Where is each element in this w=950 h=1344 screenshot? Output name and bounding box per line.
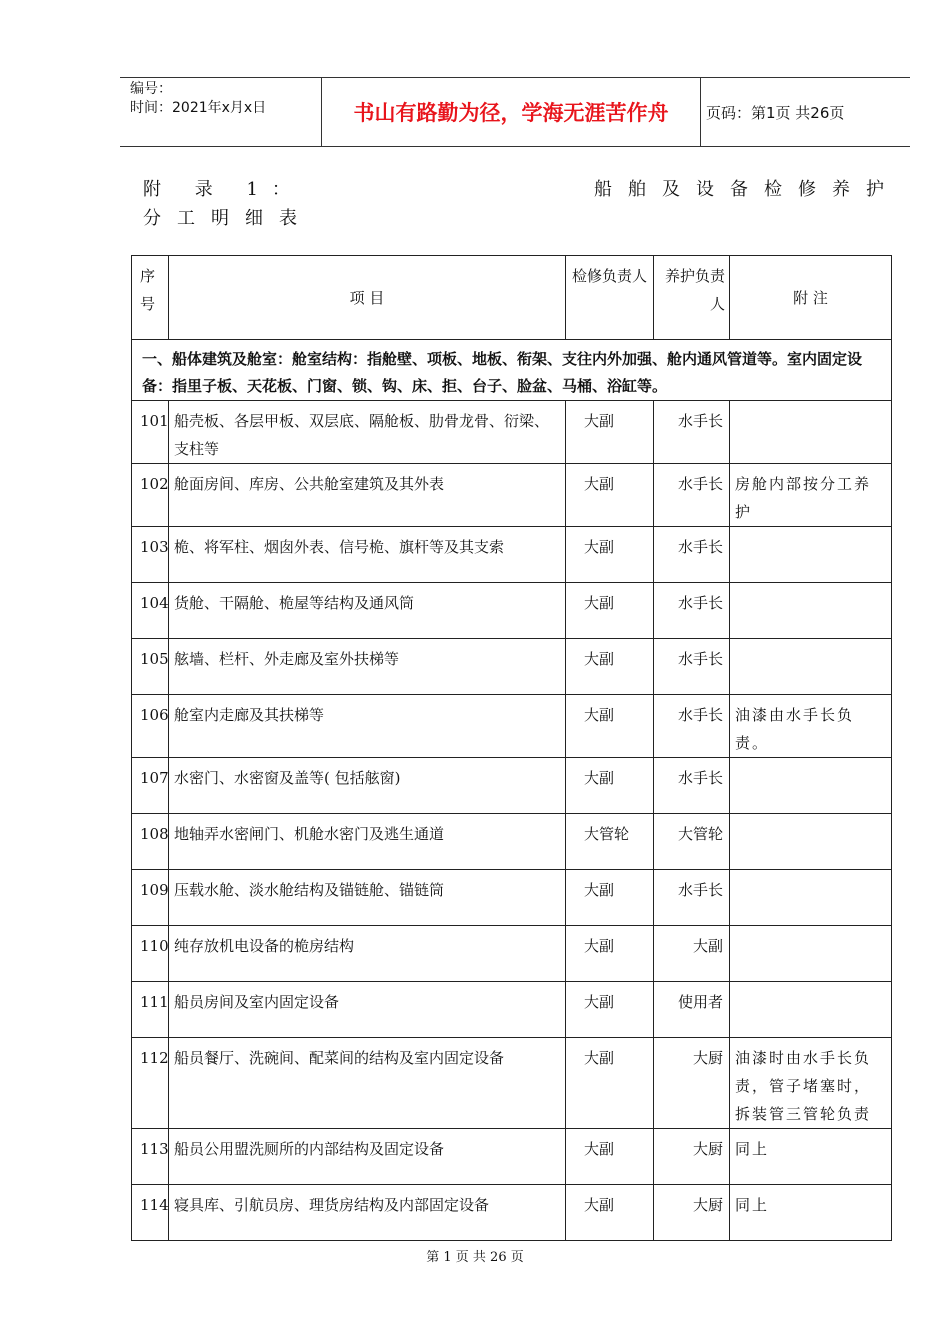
row-note: 油漆由水手长负责。 <box>730 695 892 758</box>
section-row <box>132 340 892 401</box>
row-repair-owner: 大副 <box>566 639 654 695</box>
row-number: 105 <box>132 639 169 695</box>
row-note <box>730 926 892 982</box>
row-repair-owner: 大管轮 <box>566 814 654 870</box>
title-subtitle: 分工明细表 <box>143 208 313 229</box>
header-divider <box>700 78 701 146</box>
page-footer: 第 1 页 共 26 页 <box>426 1250 524 1265</box>
row-repair-owner: 大副 <box>566 583 654 639</box>
row-repair-owner: 大副 <box>566 401 654 464</box>
row-maint-owner: 水手长 <box>654 527 730 583</box>
row-note: 油漆时由水手长负责，管子堵塞时，拆装管三管轮负责 <box>730 1038 892 1129</box>
row-number: 107 <box>132 758 169 814</box>
row-number: 109 <box>132 870 169 926</box>
row-note <box>730 527 892 583</box>
table-row <box>132 464 892 527</box>
page-header <box>120 77 910 147</box>
header-page-label: 页码：第1页 共26页 <box>706 103 845 122</box>
row-number: 106 <box>132 695 169 758</box>
row-repair-owner: 大副 <box>566 695 654 758</box>
table-row <box>132 1038 892 1129</box>
row-repair-owner: 大副 <box>566 464 654 527</box>
doc-time-label: 时间：2021年x月x日 <box>130 100 267 116</box>
row-maint-owner: 水手长 <box>654 695 730 758</box>
row-note: 房舱内部按分工养护 <box>730 464 892 527</box>
table-row <box>132 926 892 982</box>
row-note <box>730 639 892 695</box>
row-number: 102 <box>132 464 169 527</box>
row-number: 113 <box>132 1129 169 1185</box>
row-item: 地轴弄水密闸门、机舱水密门及逃生通道 <box>169 814 566 870</box>
row-repair-owner: 大副 <box>566 527 654 583</box>
row-note <box>730 870 892 926</box>
row-item: 船壳板、各层甲板、双层底、隔舱板、肋骨龙骨、衍梁、支柱等 <box>169 401 566 464</box>
row-maint-owner: 水手长 <box>654 464 730 527</box>
row-number: 111 <box>132 982 169 1038</box>
row-maint-owner: 水手长 <box>654 583 730 639</box>
table-row <box>132 401 892 464</box>
row-item: 纯存放机电设备的桅房结构 <box>169 926 566 982</box>
row-item: 船员餐厅、洗碗间、配菜间的结构及室内固定设备 <box>169 1038 566 1129</box>
row-maint-owner: 使用者 <box>654 982 730 1038</box>
row-note: 同上 <box>730 1185 892 1241</box>
table-row <box>132 695 892 758</box>
row-maint-owner: 大副 <box>654 926 730 982</box>
row-maint-owner: 水手长 <box>654 870 730 926</box>
title-main: 船舶及设备检修养护 <box>594 179 900 200</box>
header-item: 项 目 <box>169 256 566 340</box>
row-repair-owner: 大副 <box>566 870 654 926</box>
table-row <box>132 527 892 583</box>
row-note <box>730 982 892 1038</box>
row-number: 112 <box>132 1038 169 1129</box>
table-row <box>132 1185 892 1241</box>
row-repair-owner: 大副 <box>566 1129 654 1185</box>
table-row <box>132 1129 892 1185</box>
division-table <box>131 255 892 1241</box>
row-item: 舱室内走廊及其扶梯等 <box>169 695 566 758</box>
table-row <box>132 982 892 1038</box>
row-note <box>730 814 892 870</box>
header-motto: 书山有路勤为径，学海无涯苦作舟 <box>353 101 669 125</box>
header-note: 附 注 <box>730 256 892 340</box>
row-repair-owner: 大副 <box>566 758 654 814</box>
row-number: 114 <box>132 1185 169 1241</box>
header-repair: 检修负责人 <box>566 256 654 340</box>
row-maint-owner: 水手长 <box>654 401 730 464</box>
row-item: 寝具库、引航员房、理货房结构及内部固定设备 <box>169 1185 566 1241</box>
row-item: 船员房间及室内固定设备 <box>169 982 566 1038</box>
row-item: 货舱、干隔舱、桅屋等结构及通风筒 <box>169 583 566 639</box>
header-meta <box>130 80 320 144</box>
row-maint-owner: 水手长 <box>654 639 730 695</box>
row-repair-owner: 大副 <box>566 1185 654 1241</box>
row-number: 110 <box>132 926 169 982</box>
header-seq: 序号 <box>132 256 169 340</box>
row-item: 水密门、水密窗及盖等( 包括舷窗) <box>169 758 566 814</box>
table-row <box>132 583 892 639</box>
row-number: 103 <box>132 527 169 583</box>
table-header-row <box>132 256 892 340</box>
row-item: 舱面房间、库房、公共舱室建筑及其外表 <box>169 464 566 527</box>
row-item: 压载水舱、淡水舱结构及锚链舱、锚链筒 <box>169 870 566 926</box>
row-number: 101 <box>132 401 169 464</box>
section-caption: 一、船体建筑及舱室：舱室结构：指舱壁、项板、地板、衔架、支往内外加强、舱内通风管道等。室内固定设备：指里子板、天花板、门窗、锁、钩、床、拒、台子、脸盆、马桶、浴缸等。 <box>132 340 892 401</box>
row-note <box>730 583 892 639</box>
row-repair-owner: 大副 <box>566 1038 654 1129</box>
header-maint: 养护负责人 <box>654 256 730 340</box>
row-maint-owner: 水手长 <box>654 758 730 814</box>
row-number: 104 <box>132 583 169 639</box>
row-item: 桅、将军柱、烟囱外表、信号桅、旗杆等及其支索 <box>169 527 566 583</box>
row-note <box>730 401 892 464</box>
row-maint-owner: 大厨 <box>654 1185 730 1241</box>
row-maint-owner: 大管轮 <box>654 814 730 870</box>
row-note <box>730 758 892 814</box>
title-appendix: 附 录 1： <box>143 179 304 200</box>
row-note: 同上 <box>730 1129 892 1185</box>
row-maint-owner: 大厨 <box>654 1038 730 1129</box>
table-row <box>132 870 892 926</box>
table-row <box>132 758 892 814</box>
row-item: 船员公用盟洗厕所的内部结构及固定设备 <box>169 1129 566 1185</box>
row-item: 舷墙、栏杆、外走廊及室外扶梯等 <box>169 639 566 695</box>
doc-number-label: 编号： <box>130 81 172 97</box>
table-row <box>132 814 892 870</box>
row-repair-owner: 大副 <box>566 926 654 982</box>
row-maint-owner: 大厨 <box>654 1129 730 1185</box>
row-repair-owner: 大副 <box>566 982 654 1038</box>
row-number: 108 <box>132 814 169 870</box>
table-row <box>132 639 892 695</box>
